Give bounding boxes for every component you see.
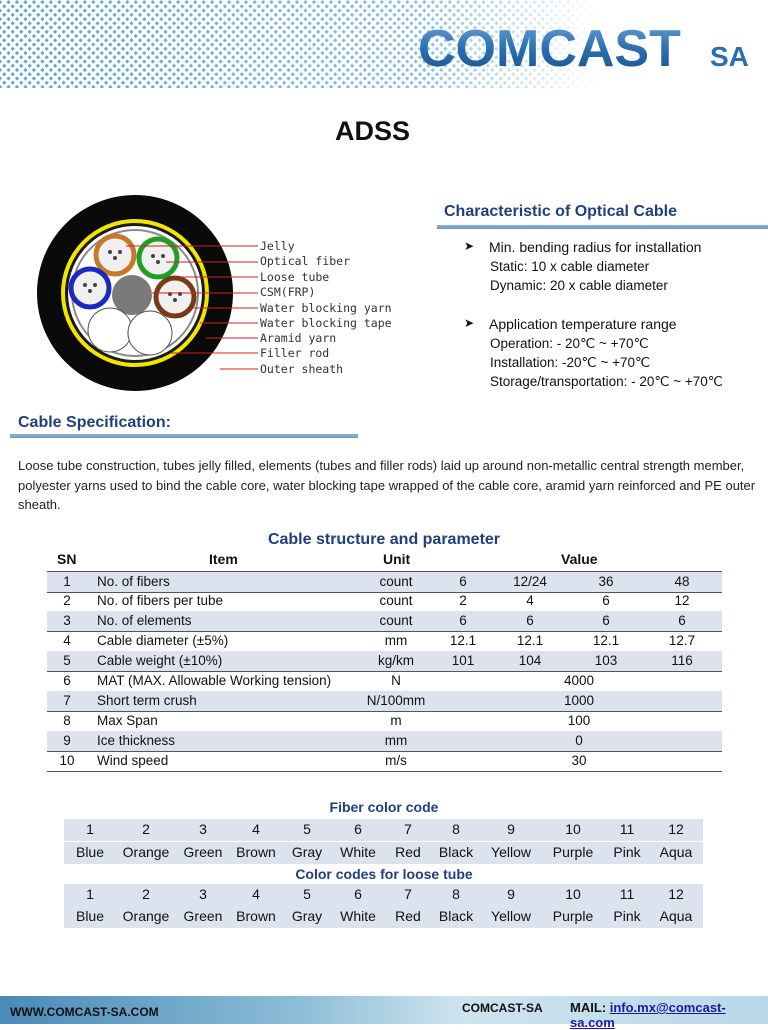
color-code-number: 1 xyxy=(86,821,94,837)
temperature-storage: Storage/transportation: - 20℃ ~ +70℃ xyxy=(490,374,723,389)
color-code-name: Black xyxy=(438,844,474,860)
label-aramid-yarn: Aramid yarn xyxy=(260,331,337,345)
color-code-number: 4 xyxy=(252,886,260,902)
loose-tube-green xyxy=(139,239,177,277)
filler-rod-1 xyxy=(88,308,132,352)
logo-suffix-text: SA xyxy=(710,41,749,72)
cell-value: 100 xyxy=(567,713,591,728)
cell-sn: 6 xyxy=(63,673,71,688)
cell-value: 116 xyxy=(671,653,693,668)
cell-unit: kg/km xyxy=(377,653,415,668)
color-code-name: Red xyxy=(395,908,421,924)
label-outer-sheath: Outer sheath xyxy=(260,362,344,376)
cell-value: 12 xyxy=(674,593,690,608)
characteristics-heading: Characteristic of Optical Cable xyxy=(444,203,677,220)
color-code-number: 9 xyxy=(507,886,515,902)
color-code-number: 5 xyxy=(303,821,311,837)
color-code-name: Blue xyxy=(75,844,105,860)
label-jelly: Jelly xyxy=(260,239,295,253)
arrow-bullet-icon: ➤ xyxy=(464,239,475,253)
diagram-labels xyxy=(260,239,392,376)
color-code-name: Pink xyxy=(613,908,641,924)
cell-sn: 4 xyxy=(63,633,71,648)
cell-unit: m/s xyxy=(385,753,407,768)
color-code-name: Aqua xyxy=(659,908,693,924)
label-filler-rod: Filler rod xyxy=(260,346,330,360)
cell-sn: 2 xyxy=(63,593,71,608)
loose-tube-brown xyxy=(156,278,194,316)
company-logo xyxy=(0,0,768,88)
cell-value: 6 xyxy=(602,593,610,608)
cell-value: 12.1 xyxy=(592,633,620,648)
color-code-number: 6 xyxy=(354,886,362,902)
color-code-name: Brown xyxy=(236,844,276,860)
color-code-name: Purple xyxy=(552,908,594,924)
color-code-name: Red xyxy=(395,844,421,860)
table-row xyxy=(47,731,722,752)
cell-value: 101 xyxy=(451,653,475,668)
header-unit: Unit xyxy=(383,551,411,567)
cell-value: 0 xyxy=(575,733,583,748)
header-value: Value xyxy=(561,551,598,567)
color-code-name: Green xyxy=(183,844,223,860)
loose-tube-orange xyxy=(96,236,134,274)
color-code-number: 12 xyxy=(668,821,684,837)
cell-value: 12/24 xyxy=(513,574,547,589)
color-code-number: 8 xyxy=(452,821,460,837)
color-code-name: Yellow xyxy=(491,908,531,924)
color-code-name: Purple xyxy=(552,844,594,860)
cell-value: 48 xyxy=(674,574,690,589)
cell-value: 36 xyxy=(598,574,614,589)
specification-description: Loose tube construction, tubes jelly filled, elements (tubes and filler rods) laid up around non-metallic central strength member, polyester yarns used to bind the cable core, water blocking tape wrapped of the cable core, aramid yarn reinforced and PE outer sheath. xyxy=(18,458,756,512)
tube-color-names-row xyxy=(64,906,703,928)
color-code-name: Gray xyxy=(291,844,323,860)
cell-unit: count xyxy=(379,613,413,628)
color-code-number: 2 xyxy=(142,886,150,902)
color-code-number: 10 xyxy=(565,886,581,902)
table-row xyxy=(47,571,722,593)
filler-rod-2 xyxy=(128,311,172,355)
color-code-number: 4 xyxy=(252,821,260,837)
color-code-number: 7 xyxy=(404,886,412,902)
cell-unit: N/100mm xyxy=(366,693,426,708)
table-row xyxy=(47,751,722,772)
cell-value: 12.1 xyxy=(449,633,477,648)
temperature-installation: Installation: -20℃ ~ +70℃ xyxy=(490,355,651,370)
cell-value: 1000 xyxy=(563,693,595,708)
cell-unit: count xyxy=(379,574,413,589)
cell-value: 4 xyxy=(526,593,534,608)
color-code-number: 1 xyxy=(86,886,94,902)
footer-website[interactable]: WWW.COMCAST-SA.COM xyxy=(10,1005,159,1019)
color-code-number: 7 xyxy=(404,821,412,837)
color-code-name: Blue xyxy=(75,908,105,924)
color-code-number: 6 xyxy=(354,821,362,837)
temperature-operation: Operation: - 20℃ ~ +70℃ xyxy=(490,336,649,351)
cell-value: 6 xyxy=(602,613,610,628)
cell-sn: 1 xyxy=(63,574,71,589)
page-header xyxy=(0,0,768,88)
bending-static: Static: 10 x cable diameter xyxy=(490,259,650,274)
cell-value: 6 xyxy=(526,613,534,628)
color-code-name: Brown xyxy=(236,908,276,924)
label-water-blocking-yarn: Water blocking yarn xyxy=(260,301,392,315)
loose-tube-blue xyxy=(71,269,109,307)
cell-sn: 10 xyxy=(59,753,75,768)
color-code-name: Orange xyxy=(122,908,170,924)
page-title: ADSS xyxy=(334,116,410,146)
specification-heading: Cable Specification: xyxy=(18,414,171,431)
cell-value: 103 xyxy=(594,653,618,668)
cell-item: No. of fibers xyxy=(97,574,170,589)
label-water-blocking-tape: Water blocking tape xyxy=(260,316,392,330)
cell-item: Cable weight (±10%) xyxy=(97,653,223,668)
table-row xyxy=(47,711,722,732)
label-optical-fiber: Optical fiber xyxy=(260,254,351,268)
tube-color-numbers-row xyxy=(64,884,703,906)
header-sn: SN xyxy=(57,551,77,567)
table-row xyxy=(47,671,722,692)
temperature-title: Application temperature range xyxy=(489,316,677,332)
cell-sn: 5 xyxy=(63,653,71,668)
footer-company: COMCAST-SA xyxy=(462,1001,543,1015)
bending-dynamic: Dynamic: 20 x cable diameter xyxy=(490,278,668,293)
specification-divider xyxy=(10,434,358,438)
color-code-name: Black xyxy=(438,908,474,924)
table-row xyxy=(47,651,722,672)
color-code-name: Gray xyxy=(291,908,323,924)
cell-value: 6 xyxy=(678,613,686,628)
characteristics-divider xyxy=(437,225,768,229)
cell-value: 4000 xyxy=(563,673,595,688)
color-code-name: White xyxy=(340,908,376,924)
table-row xyxy=(47,631,722,652)
color-code-name: Yellow xyxy=(491,844,531,860)
cell-sn: 7 xyxy=(63,693,71,708)
cell-value: 12.7 xyxy=(668,633,696,648)
color-code-number: 11 xyxy=(619,821,635,837)
bending-radius-title: Min. bending radius for installation xyxy=(489,239,702,255)
cell-sn: 8 xyxy=(63,713,71,728)
color-code-number: 9 xyxy=(507,821,515,837)
table-row xyxy=(47,691,722,712)
tube-color-title: Color codes for loose tube xyxy=(295,866,473,882)
color-code-number: 12 xyxy=(668,886,684,902)
color-code-number: 11 xyxy=(619,886,635,902)
footer-email-link[interactable]: info.mx@comcast-sa.com xyxy=(570,1000,726,1030)
temperature-bullet xyxy=(464,316,677,332)
fiber-color-names-row xyxy=(64,842,703,864)
cell-value: 6 xyxy=(459,613,467,628)
cell-item: Short term crush xyxy=(97,693,197,708)
cable-cross-section-diagram xyxy=(30,190,410,400)
color-code-number: 3 xyxy=(199,886,207,902)
label-csm-frp: CSM(FRP) xyxy=(260,285,316,299)
color-code-number: 10 xyxy=(565,821,581,837)
color-code-number: 2 xyxy=(142,821,150,837)
cell-value: 30 xyxy=(571,753,587,768)
fiber-color-title: Fiber color code xyxy=(329,799,439,815)
cell-item: Max Span xyxy=(97,713,158,728)
cell-item: No. of fibers per tube xyxy=(97,593,224,608)
parameter-table-title: Cable structure and parameter xyxy=(267,531,501,548)
cell-value: 6 xyxy=(459,574,467,589)
color-code-name: Orange xyxy=(122,844,170,860)
cell-unit: count xyxy=(379,593,413,608)
cell-unit: mm xyxy=(384,633,408,648)
cell-unit: m xyxy=(390,713,402,728)
bending-radius-bullet xyxy=(464,239,702,255)
cell-item: Ice thickness xyxy=(97,733,176,748)
header-item: Item xyxy=(209,551,238,567)
cell-value: 12.1 xyxy=(516,633,544,648)
fiber-color-numbers-row xyxy=(64,819,703,841)
table-row xyxy=(47,611,722,632)
cell-sn: 3 xyxy=(63,613,71,628)
cell-item: No. of elements xyxy=(97,613,192,628)
footer-mail-label: MAIL: xyxy=(570,1000,607,1015)
footer-mail xyxy=(570,1000,768,1030)
color-code-number: 5 xyxy=(303,886,311,902)
cell-item: Wind speed xyxy=(97,753,169,768)
color-code-number: 8 xyxy=(452,886,460,902)
table-row xyxy=(47,591,722,612)
page-footer xyxy=(0,996,768,1030)
arrow-bullet-icon: ➤ xyxy=(464,316,475,330)
cell-value: 2 xyxy=(459,593,467,608)
cell-item: MAT (MAX. Allowable Working tension) xyxy=(97,673,332,688)
color-code-name: Aqua xyxy=(659,844,693,860)
cell-unit: mm xyxy=(384,733,408,748)
cell-unit: N xyxy=(391,673,401,688)
color-code-name: Green xyxy=(183,908,223,924)
color-code-name: White xyxy=(340,844,376,860)
cell-value: 104 xyxy=(518,653,542,668)
color-code-name: Pink xyxy=(613,844,641,860)
cell-item: Cable diameter (±5%) xyxy=(97,633,229,648)
logo-brand-text: COMCAST xyxy=(418,20,681,78)
label-loose-tube: Loose tube xyxy=(260,270,330,284)
color-code-number: 3 xyxy=(199,821,207,837)
cell-sn: 9 xyxy=(63,733,71,748)
